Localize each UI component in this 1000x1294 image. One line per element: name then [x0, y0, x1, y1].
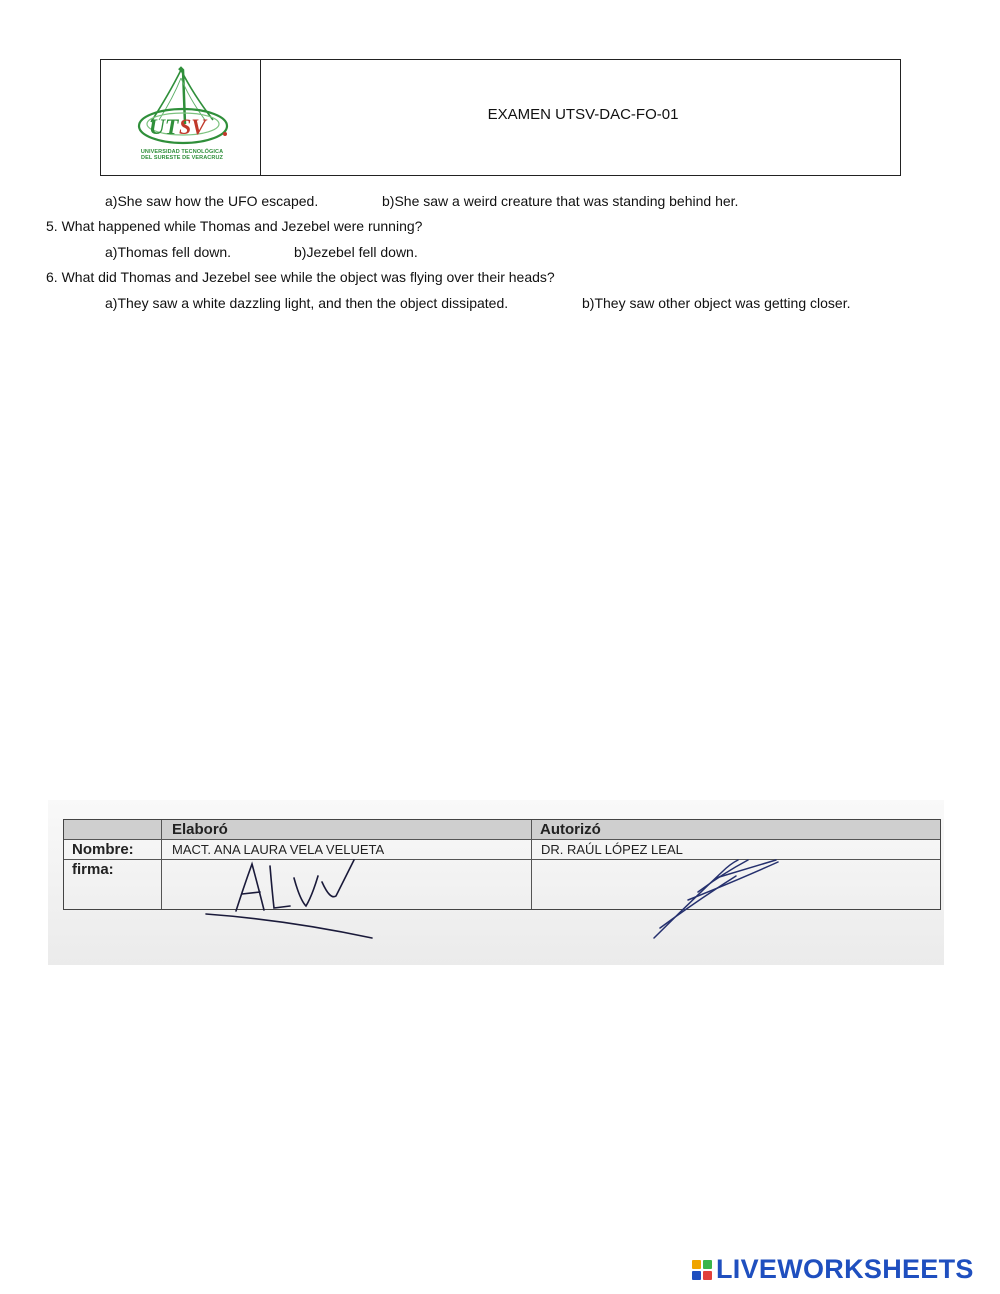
q4-option-a: a)She saw how the UFO escaped.: [105, 193, 319, 209]
svg-text:UT: UT: [149, 114, 179, 139]
document-header: [100, 59, 901, 176]
header-elaboro: Elaboró: [172, 821, 228, 838]
utsv-logo-icon: [129, 64, 239, 150]
title-cell: [261, 60, 900, 175]
logo-university-line2: DEL SURESTE DE VERACRUZ: [141, 155, 223, 161]
q6-option-b: b)They saw other object was getting closer.: [582, 295, 851, 311]
signature-block: [48, 800, 944, 965]
signature-elaboro: [206, 860, 372, 938]
elaboro-name: MACT. ANA LAURA VELA VELUETA: [172, 842, 385, 857]
q6-option-a: a)They saw a white dazzling light, and then the object dissipated.: [105, 295, 509, 311]
document-title: EXAMEN UTSV-DAC-FO-01: [487, 106, 679, 123]
q4-option-b: b)She saw a weird creature that was standing behind her.: [382, 193, 739, 209]
logo-cell: [101, 60, 261, 175]
brand-name: LIVEWORKSHEETS: [716, 1254, 974, 1284]
q5-option-a: a)Thomas fell down.: [105, 244, 232, 260]
question-6: 6. What did Thomas and Jezebel see while the object was flying over their heads?: [46, 269, 555, 285]
handwritten-signatures: [48, 800, 944, 965]
label-nombre: Nombre:: [72, 841, 134, 858]
question-5: 5. What happened while Thomas and Jezebel were running?: [46, 218, 423, 234]
liveworksheets-logo-icon: [692, 1260, 712, 1280]
liveworksheets-brand: [692, 1254, 974, 1285]
svg-text:SV: SV: [179, 114, 206, 139]
autorizo-name: DR. RAÚL LÓPEZ LEAL: [541, 842, 683, 857]
logo-university-line1: UNIVERSIDAD TECNOLÓGICA: [140, 149, 224, 155]
q5-option-b: b)Jezebel fell down.: [294, 244, 418, 260]
label-firma: firma:: [72, 861, 114, 878]
header-autorizo: Autorizó: [540, 821, 601, 838]
signature-autorizo: [654, 860, 778, 938]
